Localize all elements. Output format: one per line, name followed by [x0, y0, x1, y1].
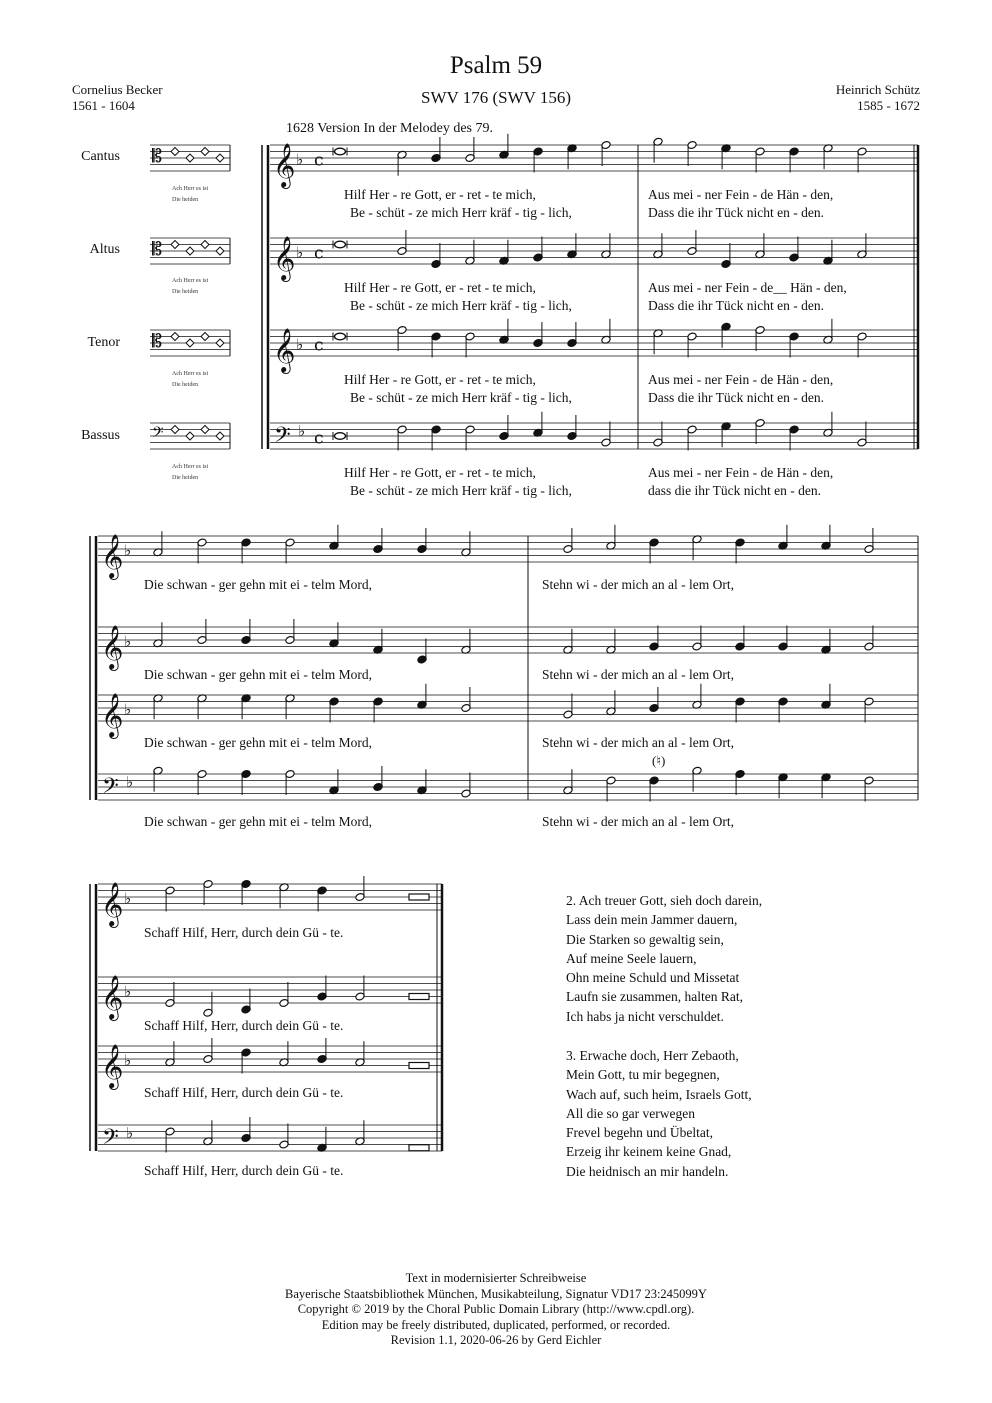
footer-copyright: Copyright © 2019 by the Choral Public Domain Library (http://www.cpdl.org).: [297, 1302, 695, 1316]
lyric-cantus-1b: Aus mei - ner Fein - de Hän - den,: [648, 187, 834, 202]
composer-name: Heinrich Schütz: [835, 82, 920, 97]
catalog-number: SWV 176 (SWV 156): [420, 88, 571, 107]
lyric-bassus-2b: dass die ihr Tück nicht en - den.: [648, 483, 821, 498]
final-breve: [409, 1145, 429, 1151]
lyric-s2-tenor-a: Die schwan - ger gehn mit ei - telm Mord,: [144, 735, 372, 750]
whole-note: [335, 148, 346, 155]
lyric-s2-bassus-b: Stehn wi - der mich an al - lem Ort,: [542, 814, 734, 829]
footer-note: Text in modernisierter Schreibweise: [405, 1271, 587, 1285]
lyric-tenor-1b: Aus mei - ner Fein - de Hän - den,: [648, 372, 834, 387]
system2-flat-sign: ♭: [124, 541, 132, 560]
footer: [0, 1271, 992, 1349]
final-breve: [409, 894, 429, 900]
lyric-s3-tenor: Schaff Hilf, Herr, durch dein Gü - te.: [144, 1085, 344, 1100]
time-signature: c: [314, 428, 324, 449]
mensural-note: [201, 426, 209, 434]
mensural-note: [201, 333, 209, 341]
lyric-cantus-1: Hilf Her - re Gott, er - ret - te mich,: [344, 187, 536, 202]
system3-treble-clef: 𝄞: [101, 882, 124, 926]
system3-treble-clef: 𝄞: [101, 975, 124, 1019]
lyric-bassus-1: Hilf Her - re Gott, er - ret - te mich,: [344, 465, 536, 480]
mensural-note: [216, 154, 224, 162]
system1-flat-sign: ♭: [296, 335, 304, 354]
footer-source: Bayerische Staatsbibliothek München, Musikabteilung, Signatur VD17 23:245099Y: [285, 1286, 707, 1301]
stanza-2: 2. Ach treuer Gott, sieh doch darein, Lass dein mein Jammer dauern, Die Starken so gewaltig sein, Auf meine Seele lauern, Ohn meine Schuld und Missetat Laufn sie zusammen, halten Rat, Ich habs ja nicht verschuldet.: [566, 893, 763, 1024]
voice-label-altus: Altus: [89, 242, 120, 257]
lyric-s3-bassus: Schaff Hilf, Herr, durch dein Gü - te.: [144, 1163, 344, 1178]
mensural-note: [171, 426, 179, 434]
system1-treble-clef: 𝄞: [273, 236, 296, 280]
system1-treble-clef: 𝄞: [273, 328, 296, 372]
stanza-3: 3. Erwache doch, Herr Zebaoth, Mein Gott, tu mir begegnen, Wach auf, such heim, Israels Gott, All die so gar verwegen Frevel begehn und Übeltat, Erzeig ihr keinem keine Gnad, Die heidnisch an mir handeln.: [566, 1048, 752, 1179]
footer-revision: Revision 1.1, 2020-06-26 by Gerd Eichler: [390, 1333, 602, 1347]
system2-treble-clef: 𝄞: [101, 693, 124, 737]
incipit-text-altus: Ach Herr es ist Die heiden: [172, 278, 209, 295]
mensural-note: [171, 148, 179, 156]
system3-flat-sign: ♭: [124, 1051, 132, 1070]
lyric-bassus-2: Be - schüt - ze mich Herr kräf - tig - lich,: [350, 483, 572, 498]
system2-flat-sign: ♭: [124, 632, 132, 651]
original-clef: 𝄡: [152, 239, 163, 260]
voice-label-cantus: Cantus: [81, 149, 120, 164]
mensural-note: [186, 339, 194, 347]
system3-flat-sign: ♭: [126, 1124, 134, 1142]
system1-bass-clef: 𝄢: [274, 423, 291, 453]
lyric-tenor-2b: Dass die ihr Tück nicht en - den.: [648, 390, 824, 405]
system3-flat-sign: ♭: [124, 982, 132, 1001]
lyric-s2-cantus-b: Stehn wi - der mich an al - lem Ort,: [542, 577, 734, 592]
final-breve: [409, 994, 429, 1000]
system3-bass-clef: 𝄢: [102, 1125, 119, 1155]
incipit-text-tenor: Ach Herr es ist Die heiden: [172, 371, 209, 388]
mensural-note: [201, 148, 209, 156]
lyric-s2-altus-a: Die schwan - ger gehn mit ei - telm Mord,: [144, 667, 372, 682]
lyric-cantus-2b: Dass die ihr Tück nicht en - den.: [648, 205, 824, 220]
system3-treble-clef: 𝄞: [101, 1044, 124, 1088]
lyric-altus-2b: Dass die ihr Tück nicht en - den.: [648, 298, 824, 313]
system2-flat-sign: ♭: [126, 773, 134, 791]
system1-flat-sign: ♭: [296, 243, 304, 262]
mensural-note: [171, 241, 179, 249]
lyric-s2-bassus-a: Die schwan - ger gehn mit ei - telm Mord,: [144, 814, 372, 829]
editorial-natural: (♮): [652, 753, 666, 768]
original-clef: 𝄢: [152, 424, 164, 445]
time-signature: c: [314, 335, 324, 356]
system1-flat-sign: ♭: [296, 150, 304, 169]
original-clef: 𝄡: [152, 146, 163, 167]
lyric-altus-1: Hilf Her - re Gott, er - ret - te mich,: [344, 280, 536, 295]
mensural-note: [171, 333, 179, 341]
voice-label-bassus: Bassus: [81, 428, 120, 443]
lyric-s2-tenor-b: Stehn wi - der mich an al - lem Ort,: [542, 735, 734, 750]
incipit-text-cantus: Ach Herr es ist Die heiden: [172, 186, 209, 203]
time-signature: c: [314, 243, 324, 264]
system1-flat-sign: ♭: [298, 422, 306, 440]
whole-note: [335, 333, 346, 340]
lyric-s3-altus: Schaff Hilf, Herr, durch dein Gü - te.: [144, 1018, 344, 1033]
lyric-cantus-2: Be - schüt - ze mich Herr kräf - tig - lich,: [350, 205, 572, 220]
whole-note: [335, 433, 346, 440]
mensural-note: [186, 432, 194, 440]
system2-treble-clef: 𝄞: [101, 534, 124, 578]
poet-dates: 1561 - 1604: [72, 98, 135, 113]
time-signature: c: [314, 150, 324, 171]
incipit-text-bassus: Ach Herr es ist Die heiden: [172, 464, 209, 481]
system3-flat-sign: ♭: [124, 889, 132, 908]
lyric-tenor-1: Hilf Her - re Gott, er - ret - te mich,: [344, 372, 536, 387]
version-note: 1628 Version In der Melodey des 79.: [286, 121, 493, 136]
footer-license: Edition may be freely distributed, duplicated, performed, or recorded.: [321, 1317, 671, 1332]
lyric-s2-altus-b: Stehn wi - der mich an al - lem Ort,: [542, 667, 734, 682]
lyric-bassus-1b: Aus mei - ner Fein - de Hän - den,: [648, 465, 834, 480]
mensural-note: [216, 339, 224, 347]
mensural-note: [201, 241, 209, 249]
mensural-note: [186, 247, 194, 255]
mensural-note: [186, 154, 194, 162]
lyric-tenor-2: Be - schüt - ze mich Herr kräf - tig - lich,: [350, 390, 572, 405]
mensural-note: [216, 247, 224, 255]
composer-dates: 1585 - 1672: [857, 98, 920, 113]
whole-note: [335, 241, 346, 248]
lyric-altus-2: Be - schüt - ze mich Herr kräf - tig - lich,: [350, 298, 572, 313]
system2-flat-sign: ♭: [124, 700, 132, 719]
system1-treble-clef: 𝄞: [273, 143, 296, 187]
poet-name: Cornelius Becker: [72, 82, 163, 97]
mensural-note: [216, 432, 224, 440]
lyric-s2-cantus-a: Die schwan - ger gehn mit ei - telm Mord,: [144, 577, 372, 592]
page-title: Psalm 59: [449, 52, 543, 79]
voice-label-tenor: Tenor: [87, 335, 120, 350]
system2-treble-clef: 𝄞: [101, 625, 124, 669]
final-breve: [409, 1063, 429, 1069]
lyric-s3-cantus: Schaff Hilf, Herr, durch dein Gü - te.: [144, 925, 344, 940]
lyric-altus-1b: Aus mei - ner Fein - de__ Hän - den,: [648, 280, 847, 295]
original-clef: 𝄡: [152, 331, 163, 352]
system2-bass-clef: 𝄢: [102, 774, 119, 804]
